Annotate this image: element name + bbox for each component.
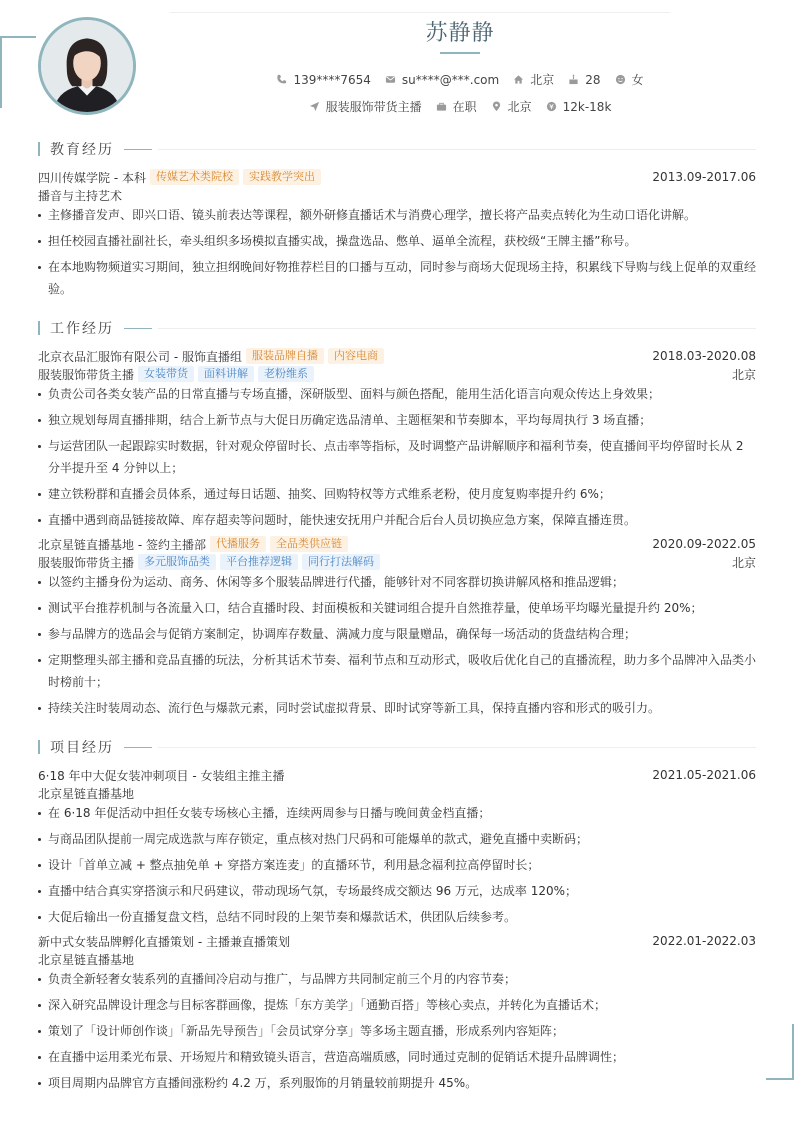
work-entry: [38, 535, 756, 723]
salary-text: 12k-18k: [562, 99, 612, 114]
email-info: [385, 73, 499, 87]
city-info: [513, 71, 554, 88]
list-item: 与商品团队提前一周完成选款与库存锁定，重点核对热门尺码和可能爆单的款式，避免直播中卖断码；: [38, 828, 756, 850]
education-date: 2013.09-2017.06: [652, 170, 756, 184]
list-item: 建立铁粉群和直播会员体系，通过每日话题、抽奖、回购特权等方式维系老粉，使月度复购率提升约 6%；: [38, 483, 756, 505]
list-item: 负责公司各类女装产品的日常直播与专场直播，深研版型、面料与颜色搭配，能用生活化语言向观众传达上身效果；: [38, 383, 756, 405]
list-item: 定期整理头部主播和竞品直播的玩法，分析其话术节奏、福利节点和互动形式，吸收后优化自己的直播流程，助力多个品牌冲入品类小时榜前十；: [38, 649, 756, 693]
company-tag: 代播服务: [210, 536, 266, 552]
work-bullets: [38, 383, 756, 531]
section-header: [38, 738, 756, 756]
email-text: su****@***.com: [401, 72, 500, 87]
list-item: 持续关注时装周动态、流行色与爆款元素，同时尝试虚拟背景、即时试穿等新工具，保持直播内容和形式的吸引力。: [38, 697, 756, 719]
target-city-info: [491, 98, 532, 115]
project-date: 2022.01-2022.03: [652, 934, 756, 948]
age-text: 28: [585, 72, 601, 87]
section-dash: [124, 328, 152, 329]
list-item: 在直播中运用柔光布景、开场短片和精致镜头语言，营造高端质感，同时通过克制的促销话术提升品牌调性；: [38, 1046, 756, 1068]
role-tag: 平台推荐逻辑: [220, 554, 298, 570]
list-item: 直播中遇到商品链接故障、库存超卖等问题时，能快速安抚用户并配合后台人员切换应急方案，保障直播连贯。: [38, 509, 756, 531]
project-bullets: [38, 802, 756, 928]
education-section: [38, 140, 756, 158]
list-item: 直播中结合真实穿搭演示和尺码建议，带动现场气氛，专场最终成交额达 96 万元，达成率 120%；: [38, 880, 756, 902]
project-date: 2021.05-2021.06: [652, 768, 756, 782]
section-accent-bar: [38, 142, 40, 156]
list-item: 在本地购物频道实习期间，独立担纲晚间好物推荐栏目的口播与互动，同时参与商场大促现场主持，积累线下导购与线上促单的双重经验。: [38, 256, 756, 300]
company-name: 北京衣品汇服饰有限公司 - 服饰直播组: [38, 349, 242, 364]
list-item: 以签约主播身份为运动、商务、休闲等多个服装品牌进行代播，能够针对不同客群切换讲解风格和推品逻辑；: [38, 571, 756, 593]
work-entry: [38, 347, 756, 535]
project-name: 6·18 年中大促女装冲刺项目 - 女装组主推主播: [38, 768, 285, 783]
job-role: 服装服饰带货主播: [38, 367, 135, 382]
status-info: [436, 98, 477, 115]
top-divider: [170, 12, 670, 13]
work-date: 2018.03-2020.08: [652, 349, 756, 363]
target-city-text: 北京: [507, 100, 532, 114]
phone-icon: [276, 74, 287, 85]
list-item: 独立规划每周直播排期，结合上新节点与大促日历确定选品清单、主题框架和节奏脚本，平均每周执行 3 场直播；: [38, 409, 756, 431]
corner-decoration-bottom-right: [766, 1024, 794, 1080]
candidate-name: 苏静静: [425, 21, 495, 46]
list-item: 深入研究品牌设计理念与目标客群画像，提炼「东方美学」「通勤百搭」等核心卖点，并转化为直播话术；: [38, 994, 756, 1016]
location-pin-icon: [491, 101, 502, 112]
section-accent-bar: [38, 740, 40, 754]
education-entry: [38, 168, 756, 304]
salary-info: [546, 100, 612, 114]
school-tag: 传媒艺术类院校: [150, 169, 239, 185]
gender-info: [615, 71, 644, 88]
project-bullets: [38, 968, 756, 1094]
list-item: 与运营团队一起跟踪实时数据，针对观众停留时长、点击率等指标，及时调整产品讲解顺序和福利节奏，使直播间平均停留时长从 2 分半提升至 4 分钟以上；: [38, 435, 756, 479]
education-bullets: [38, 204, 756, 300]
section-title: 工作经历: [50, 321, 114, 337]
role-tag: 多元服饰品类: [138, 554, 216, 570]
work-date: 2020.09-2022.05: [652, 537, 756, 551]
list-item: 项目周期内品牌官方直播间涨粉约 4.2 万，系列服饰的月销量较前期提升 45%。: [38, 1072, 756, 1094]
section-header: [38, 319, 756, 337]
section-dash: [124, 747, 152, 748]
phone-text: 139****7654: [293, 72, 371, 87]
phone-info: [276, 73, 370, 87]
list-item: 在 6·18 年促活动中担任女装专场核心主播，连续两周参与日播与晚间黄金档直播；: [38, 802, 756, 824]
section-line: [158, 747, 756, 748]
email-icon: [385, 74, 396, 85]
list-item: 担任校园直播社副社长，牵头组织多场模拟直播实战，操盘选品、憋单、逼单全流程，获校级“王牌主播”称号。: [38, 230, 756, 252]
work-bullets: [38, 571, 756, 719]
section-dash: [124, 149, 152, 150]
role-tag: 老粉维系: [258, 366, 314, 382]
role-tag: 同行打法解码: [302, 554, 380, 570]
major: 播音与主持艺术: [38, 188, 123, 203]
contact-info-row: [170, 71, 750, 88]
status-text: 在职: [452, 100, 477, 114]
section-title: 项目经历: [50, 740, 114, 756]
role-tag: 面料讲解: [198, 366, 254, 382]
section-line: [158, 149, 756, 150]
role-tag: 女装带货: [138, 366, 194, 382]
job-role: 服装服饰带货主播: [38, 555, 135, 570]
home-icon: [513, 74, 524, 85]
section-line: [158, 328, 756, 329]
work-location: 北京: [731, 367, 756, 382]
project-name: 新中式女装品牌孵化直播策划 - 主播兼直播策划: [38, 934, 290, 949]
smiley-icon: [615, 74, 626, 85]
name-underline: [440, 52, 480, 54]
work-location: 北京: [731, 555, 756, 570]
company-tag: 内容电商: [328, 348, 384, 364]
project-entry: [38, 932, 756, 1098]
list-item: 设计「首单立减 + 整点抽免单 + 穿搭方案连麦」的直播环节，利用悬念福利拉高停留时长；: [38, 854, 756, 876]
work-section: [38, 319, 756, 337]
project-org: 北京星链直播基地: [38, 786, 135, 801]
company-tag: 服装品牌自播: [246, 348, 324, 364]
job-target-text: 服装服饰带货主播: [325, 100, 422, 114]
list-item: 大促后输出一份直播复盘文档，总结不同时段的上架节奏和爆款话术，供团队后续参考。: [38, 906, 756, 928]
job-intention-row: [170, 98, 750, 115]
company-name: 北京星链直播基地 - 签约主播部: [38, 537, 206, 552]
list-item: 主修播音发声、即兴口语、镜头前表达等课程，额外研修直播话术与消费心理学，擅长将产品卖点转化为生动口语化讲解。: [38, 204, 756, 226]
project-org: 北京星链直播基地: [38, 952, 135, 967]
school-tag: 实践教学突出: [243, 169, 321, 185]
school-name: 四川传媒学院 - 本科: [38, 170, 146, 185]
list-item: 参与品牌方的选品会与促销方案制定，协调库存数量、满减力度与限量赠品，确保每一场活动的货盘结构合理；: [38, 623, 756, 645]
gender-text: 女: [631, 73, 644, 87]
money-icon: [546, 101, 557, 112]
section-accent-bar: [38, 321, 40, 335]
city-text: 北京: [530, 73, 555, 87]
company-tag: 全品类供应链: [270, 536, 348, 552]
list-item: 策划了「设计师创作谈」「新品先导预告」「会员试穿分享」等多场主题直播，形成系列内容矩阵；: [38, 1020, 756, 1042]
cake-icon: [568, 74, 579, 85]
send-icon: [309, 101, 320, 112]
section-title: 教育经历: [50, 142, 114, 158]
job-target-info: [309, 98, 422, 115]
briefcase-icon: [436, 101, 447, 112]
projects-section: [38, 738, 756, 756]
section-header: [38, 140, 756, 158]
list-item: 测试平台推荐机制与各流量入口，结合直播时段、封面模板和关键词组合提升自然推荐量，使单场平均曝光量提升约 20%；: [38, 597, 756, 619]
age-info: [568, 73, 600, 87]
project-entry: [38, 766, 756, 932]
list-item: 负责全新轻奢女装系列的直播间冷启动与推广，与品牌方共同制定前三个月的内容节奏；: [38, 968, 756, 990]
